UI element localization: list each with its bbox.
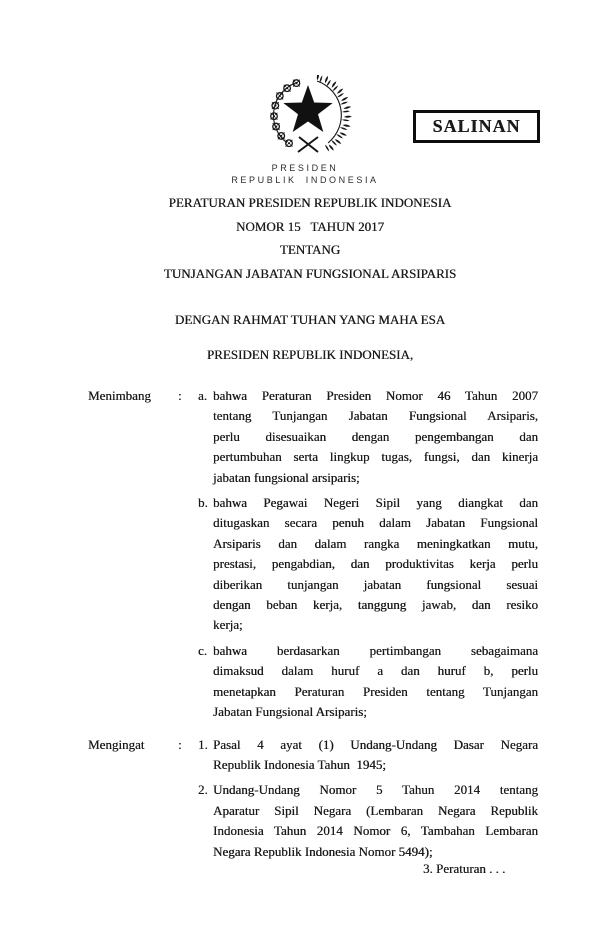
item-lines <box>213 493 538 636</box>
section-items <box>198 735 538 862</box>
item-marker: b. <box>198 495 208 511</box>
star-icon <box>283 85 332 132</box>
salinan-stamp <box>413 110 540 143</box>
item-marker: 1. <box>198 736 208 752</box>
section-menimbang <box>88 386 538 723</box>
text-line: bahwa Pegawai Negeri Sipil yang diangkat dan <box>213 495 538 511</box>
text-line: bahwa Peraturan Presiden Nomor 46 Tahun 2007 <box>213 388 538 403</box>
item-lines <box>213 735 538 776</box>
list-item <box>198 493 538 636</box>
text-line: perlu disesuaikan dengan pengembangan dan <box>213 428 538 444</box>
catchword: 3. Peraturan . . . <box>423 861 506 876</box>
item-lines <box>213 386 538 488</box>
text-line: jabatan fungsional arsiparis; <box>213 469 360 485</box>
section-colon: : <box>178 736 182 752</box>
title-line-3: TENTANG <box>279 242 341 257</box>
item-marker: c. <box>198 642 208 658</box>
title-line-4: TUNJANGAN JABATAN FUNGSIONAL ARSIPARIS <box>163 266 457 281</box>
text-line: prestasi, pengabdian, dan produktivitas kerja perlu <box>213 556 538 572</box>
list-item <box>198 735 538 776</box>
text-line: Undang-Undang Nomor 5 Tahun 2014 tentang <box>213 782 538 798</box>
text-line: menetapkan Peraturan Presiden tentang Tunjangan <box>213 683 538 699</box>
section-colon: : <box>178 388 182 403</box>
text-line: kerja; <box>213 617 243 633</box>
text-line: Jabatan Fungsional Arsiparis; <box>213 704 367 720</box>
title-line-2: NOMOR 15 TAHUN 2017 <box>235 219 385 234</box>
letterhead <box>5 163 605 186</box>
letterhead-line-2: REPUBLIK INDONESIA <box>231 174 379 185</box>
item-lines <box>213 641 538 723</box>
list-item <box>198 780 538 862</box>
title-line-1: PERATURAN PRESIDEN REPUBLIK INDONESIA <box>168 195 452 210</box>
item-marker: 2. <box>198 782 208 798</box>
section-items <box>198 386 538 723</box>
section-label: Mengingat <box>88 736 145 752</box>
authority-line: PRESIDEN REPUBLIK INDONESIA, <box>206 347 414 362</box>
item-lines <box>213 780 538 862</box>
text-line: diberikan tunjangan jabatan fungsional sesuai <box>213 576 538 592</box>
text-line: tentang Tunjangan Jabatan Fungsional Arsiparis, <box>213 408 538 424</box>
list-item <box>198 386 538 488</box>
state-emblem-icon <box>256 75 360 155</box>
text-line: Pasal 4 ayat (1) Undang-Undang Dasar Negara <box>213 736 538 752</box>
section-mengingat <box>88 735 538 862</box>
text-line: Aparatur Sipil Negara (Lembaran Negara Republik <box>213 802 538 818</box>
text-line: bahwa berdasarkan pertimbangan sebagaimana <box>213 642 538 658</box>
section-label: Menimbang <box>88 388 151 403</box>
text-line: Republik Indonesia Tahun 1945; <box>213 756 386 772</box>
text-line: ditugaskan secara penuh dalam Jabatan Fungsional <box>213 515 538 531</box>
body-sections <box>88 386 538 862</box>
item-marker: a. <box>198 388 208 403</box>
salinan-stamp-label: SALINAN <box>432 116 521 136</box>
text-line: dimaksud dalam huruf a dan huruf b, perlu <box>213 663 538 679</box>
letterhead-line-1: PRESIDEN <box>271 163 339 173</box>
text-line: Arsiparis dan dalam rangka meningkatkan mutu, <box>213 535 538 551</box>
text-line: Negara Republik Indonesia Nomor 5494); <box>213 843 433 859</box>
text-line: dengan beban kerja, tanggung jawab, dan resiko <box>213 597 538 613</box>
text-line: pertumbuhan serta lingkup tugas, fungsi, dan kinerja <box>213 449 538 465</box>
list-item <box>198 641 538 723</box>
invocation-line: DENGAN RAHMAT TUHAN YANG MAHA ESA <box>174 312 446 327</box>
text-line: Indonesia Tahun 2014 Nomor 6, Tambahan Lembaran <box>213 823 538 839</box>
